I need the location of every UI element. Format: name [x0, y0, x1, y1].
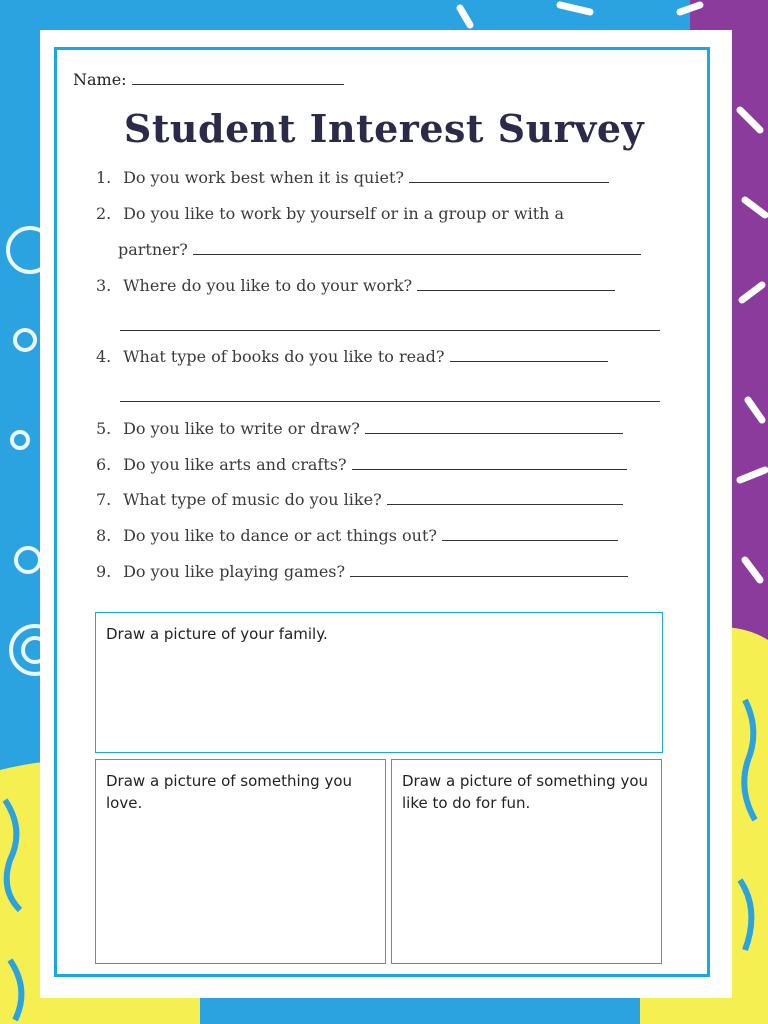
question-8: 8. Do you like to dance or act things out? — [96, 526, 676, 546]
question-2-continued — [118, 240, 698, 260]
answer-blank[interactable] — [442, 526, 618, 541]
draw-love-box[interactable] — [95, 759, 386, 964]
question-3: 3. Where do you like to do your work? — [96, 276, 676, 296]
answer-blank[interactable] — [365, 419, 623, 434]
name-field — [73, 70, 344, 89]
name-blank[interactable] — [132, 70, 344, 85]
answer-blank[interactable] — [352, 455, 627, 470]
box-prompt: Draw a picture of something you like to do for fun. — [402, 772, 649, 812]
question-text: Do you like to work by yourself or in a group or with a — [123, 204, 565, 223]
answer-line[interactable] — [120, 401, 660, 402]
draw-family-box[interactable] — [95, 612, 663, 753]
name-label: Name: — [73, 70, 127, 89]
answer-line[interactable] — [120, 330, 660, 331]
question-text: Do you like to dance or act things out? — [123, 526, 437, 545]
box-prompt: Draw a picture of your family. — [106, 625, 328, 643]
question-7: 7. What type of music do you like? — [96, 490, 676, 510]
question-9: 9. Do you like playing games? — [96, 562, 676, 582]
question-5: 5. Do you like to write or draw? — [96, 419, 676, 439]
question-text: Do you like arts and crafts? — [123, 455, 347, 474]
question-1: 1. Do you work best when it is quiet? — [96, 168, 676, 188]
question-text: Do you like playing games? — [123, 562, 346, 581]
answer-blank[interactable] — [387, 490, 623, 505]
question-text: What type of music do you like? — [123, 490, 382, 509]
answer-blank[interactable] — [450, 347, 608, 362]
answer-blank[interactable] — [409, 168, 609, 183]
question-2: 2. Do you like to work by yourself or in a group or with a — [96, 204, 565, 223]
answer-blank[interactable] — [193, 240, 641, 255]
question-6: 6. Do you like arts and crafts? — [96, 455, 676, 475]
question-text: partner? — [118, 240, 188, 259]
question-text: What type of books do you like to read? — [123, 347, 445, 366]
question-text: Do you work best when it is quiet? — [123, 168, 404, 187]
page-title: Student Interest Survey — [123, 106, 645, 151]
answer-blank[interactable] — [350, 562, 628, 577]
answer-blank[interactable] — [417, 276, 615, 291]
question-4: 4. What type of books do you like to read? — [96, 347, 676, 367]
question-text: Where do you like to do your work? — [123, 276, 413, 295]
box-prompt: Draw a picture of something you love. — [106, 772, 353, 812]
draw-fun-box[interactable] — [391, 759, 662, 964]
question-text: Do you like to write or draw? — [123, 419, 360, 438]
